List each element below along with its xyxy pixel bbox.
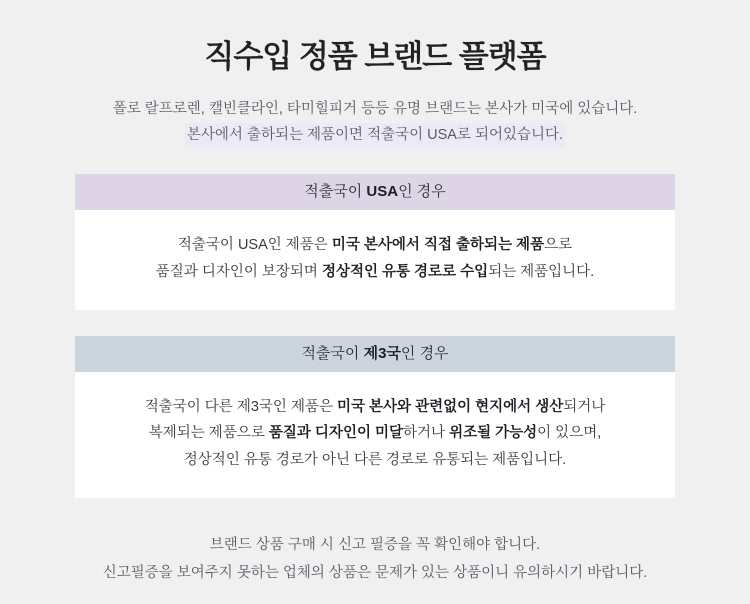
intro-text [113, 97, 638, 148]
card-third-header-prefix: 적출국이 [301, 344, 364, 362]
page-title: 직수입 정품 브랜드 플랫폼 [204, 39, 546, 74]
intro-line-1: 폴로 랄프로렌, 캘빈클라인, 타미힐피거 등등 유명 브랜드는 본사가 미국에 있습니다. [112, 101, 638, 118]
text-span: 적출국이 USA인 제품은 [177, 236, 332, 253]
card-usa [75, 174, 675, 310]
text-span-bold: 미국 본사와 관련없이 현지에서 생산 [337, 398, 564, 415]
text-span-bold: 미국 본사에서 직접 출하되는 제품 [331, 236, 545, 253]
card-third-body-line [95, 394, 655, 421]
intro-line-2-highlight: 본사에서 출하되는 제품이면 적출국이 USA로 되어있습니다. [185, 123, 565, 148]
text-span: 으로 [544, 236, 573, 253]
text-span: 적출국이 다른 제3국인 제품은 [144, 398, 337, 415]
card-third-header-strong: 제3국 [363, 344, 401, 362]
card-third-country-body [75, 372, 675, 498]
text-span: 정상적인 유통 경로가 아닌 다른 경로로 유통되는 제품입니다. [183, 452, 567, 469]
text-span: 하거나 [403, 425, 450, 442]
text-span: 복제되는 제품으로 [148, 425, 269, 442]
card-usa-header [75, 174, 675, 210]
card-usa-header-strong: USA [366, 182, 399, 200]
info-cards [75, 174, 675, 524]
card-usa-header-suffix: 인 경우 [398, 182, 446, 200]
card-usa-body-line [95, 232, 655, 259]
card-third-header-suffix: 인 경우 [400, 344, 449, 362]
text-span-bold: 품질과 디자인이 미달 [268, 425, 403, 442]
text-span: 되는 제품입니다. [488, 263, 595, 280]
card-third-country-header [75, 336, 675, 372]
card-usa-body [75, 210, 675, 310]
card-third-country [75, 336, 675, 498]
card-usa-body-line [95, 259, 655, 286]
card-third-body-line [95, 447, 655, 474]
text-span-bold: 위조될 가능성 [449, 425, 538, 442]
footer-line-1: 브랜드 상품 구매 시 신고 필증을 꼭 확인해야 합니다. [209, 537, 541, 553]
text-span: 이 있으며, [537, 425, 602, 442]
text-span: 품질과 디자인이 보장되며 [155, 263, 322, 280]
footer-line-2: 신고필증을 보여주지 못하는 업체의 상품은 문제가 있는 상품이니 유의하시기 바랍니다. [102, 564, 648, 581]
card-third-body-line [95, 420, 655, 447]
footer-note [103, 532, 648, 587]
card-usa-header-prefix: 적출국이 [304, 182, 367, 200]
text-span: 되거나 [563, 398, 606, 415]
text-span-bold: 정상적인 유통 경로로 수입 [321, 263, 489, 280]
